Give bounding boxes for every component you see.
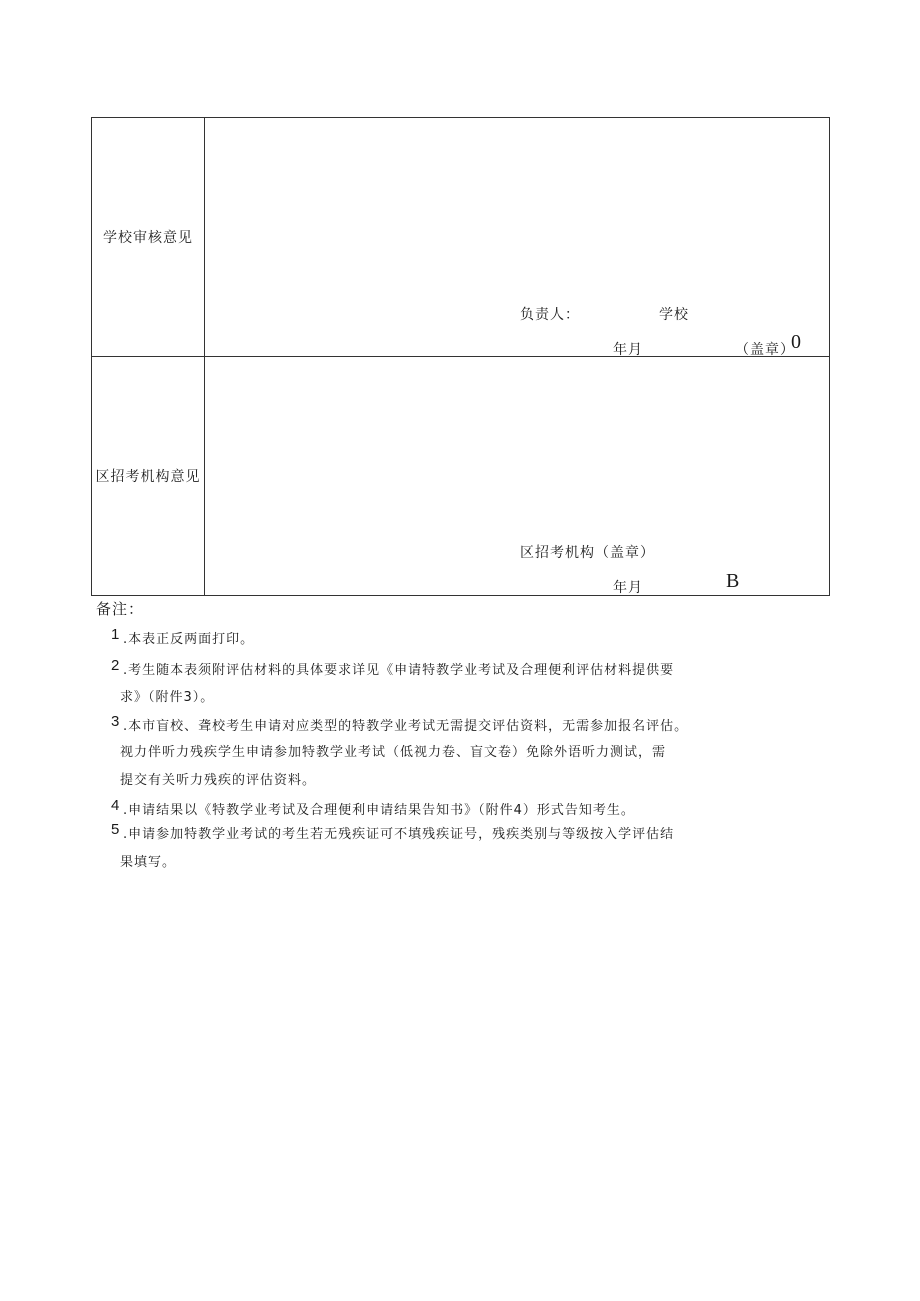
agency-seal-label: 区招考机构（盖章） bbox=[520, 545, 655, 561]
responsible-person-label: 负责人： bbox=[520, 307, 580, 323]
note-line: 求》（附件3）。 bbox=[120, 690, 215, 705]
district-review-label: 区招考机构意见 bbox=[95, 468, 201, 485]
note-line: 果填写。 bbox=[120, 855, 177, 870]
notes-title: 备注： bbox=[96, 600, 145, 618]
note-line: .申请结果以《特教学业考试及合理便利申请结果告知书》（附件4）形式告知考生。 bbox=[123, 803, 635, 818]
column-divider bbox=[204, 356, 205, 595]
district-review-row bbox=[92, 356, 829, 595]
note-line: 提交有关听力残疾的评估资料。 bbox=[120, 773, 317, 788]
note-number: 5 bbox=[111, 821, 120, 838]
column-divider bbox=[204, 118, 205, 356]
note-number: 2 bbox=[111, 657, 120, 674]
note-line: .本表正反两面打印。 bbox=[123, 632, 255, 647]
note-line: 视力伴听力残疾学生申请参加特教学业考试（低视力卷、盲文卷）免除外语听力测试，需 bbox=[120, 745, 667, 760]
year-month-label: 年月 bbox=[613, 342, 643, 358]
review-form-table bbox=[91, 117, 830, 596]
note-line: .申请参加特教学业考试的考生若无残疾证可不填残疾证号，残疾类别与等级按入学评估结 bbox=[123, 827, 675, 842]
note-line: .考生随本表须附评估材料的具体要求详见《申请特教学业考试及合理便利评估材料提供要 bbox=[123, 663, 675, 678]
seal-label: （盖章） bbox=[735, 342, 795, 358]
note-number: 1 bbox=[111, 626, 120, 643]
note-line: .本市盲校、聋校考生申请对应类型的特教学业考试无需提交评估资料，无需参加报名评估。 bbox=[123, 719, 689, 734]
district-review-mark: B bbox=[726, 570, 740, 592]
school-review-mark: 0 bbox=[791, 331, 801, 353]
note-number: 4 bbox=[111, 797, 120, 814]
note-number: 3 bbox=[111, 713, 120, 730]
school-label: 学校 bbox=[659, 307, 689, 323]
school-review-row bbox=[92, 118, 829, 357]
school-review-label: 学校审核意见 bbox=[103, 230, 193, 246]
year-month-label: 年月 bbox=[613, 580, 643, 596]
